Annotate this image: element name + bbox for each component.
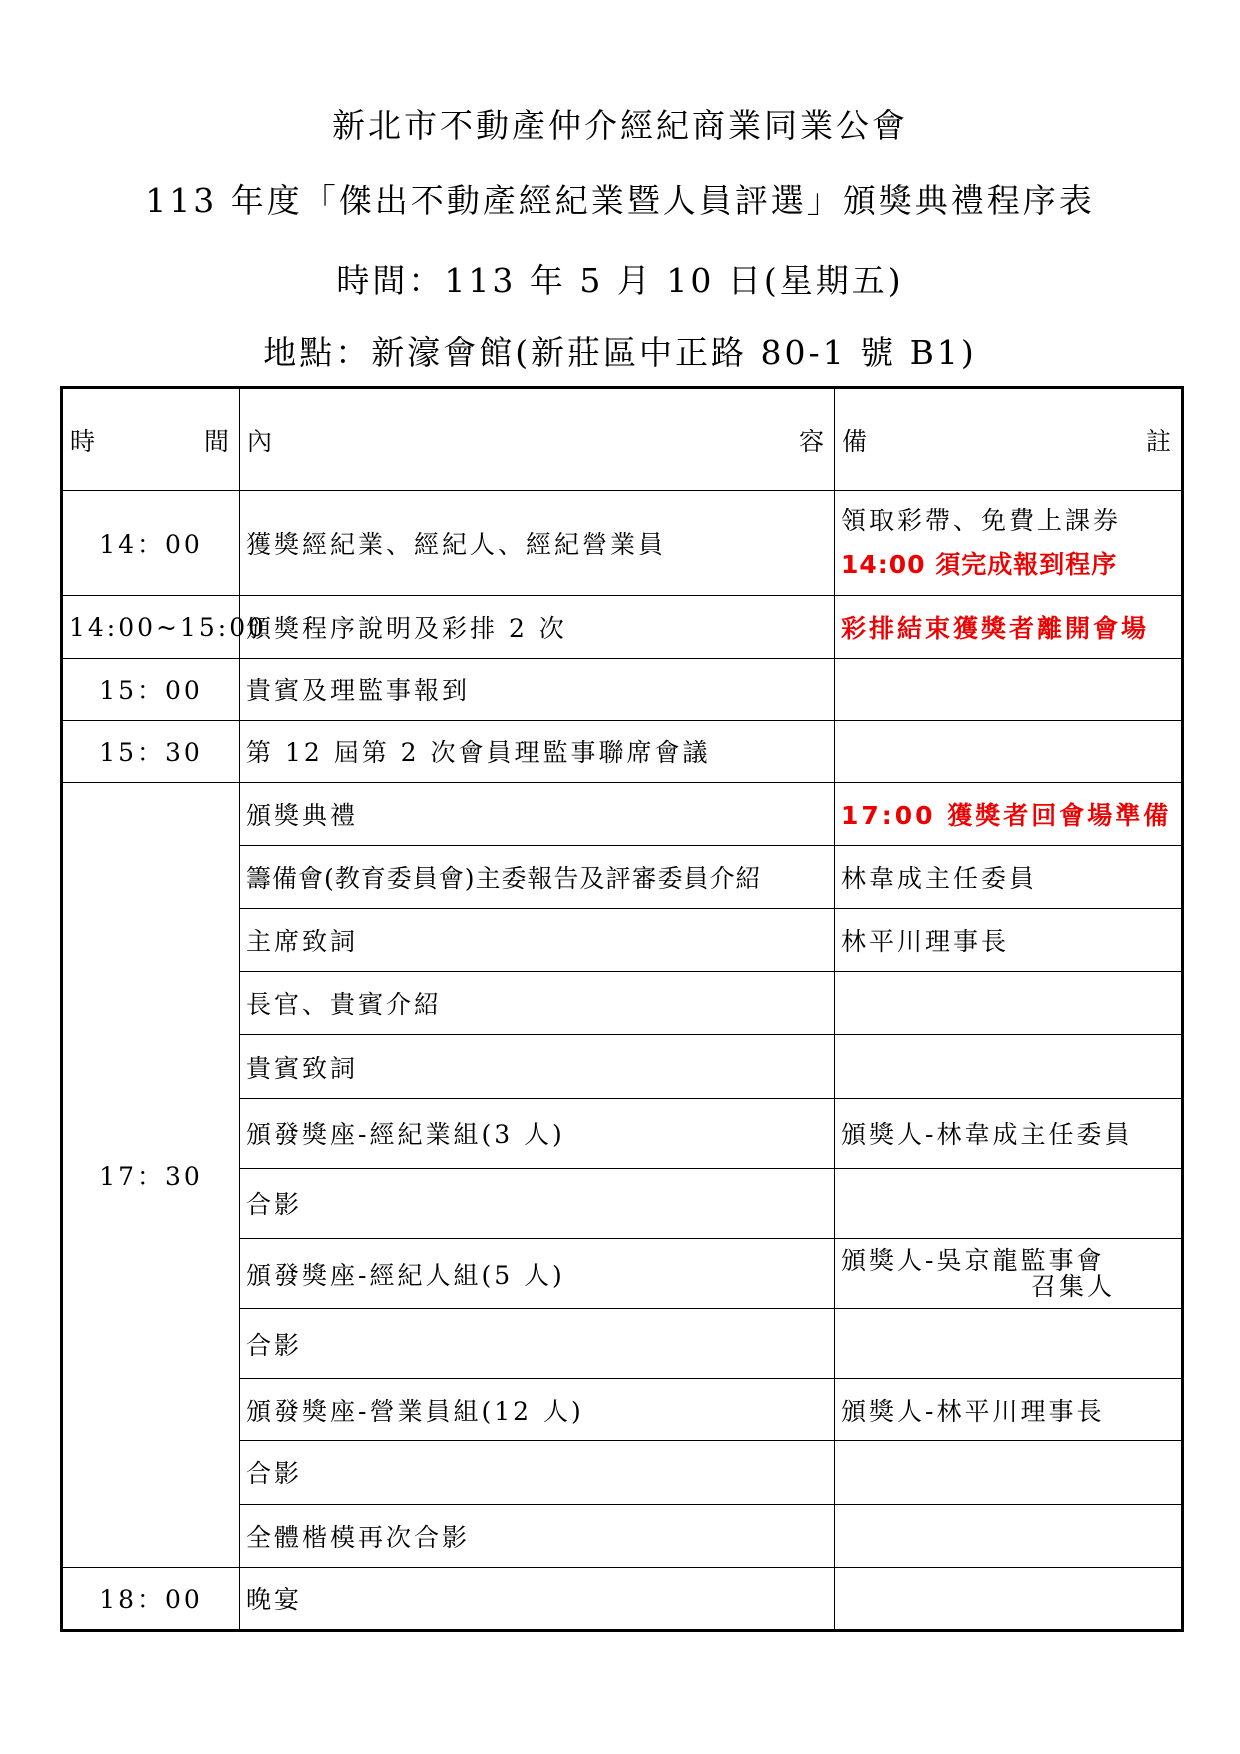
content-cell: 合影 <box>240 1168 835 1238</box>
doc-subtitle: 113 年度「傑出不動產經紀業暨人員評選」頒獎典禮程序表 <box>145 181 1095 220</box>
time-cell: 18：00 <box>62 1567 240 1630</box>
content-cell: 晚宴 <box>240 1567 835 1630</box>
note-text: 頒獎人-吳京龍監事會 <box>841 1245 1105 1275</box>
time-cell: 17：30 <box>62 782 240 1567</box>
note-cell <box>835 1238 1183 1308</box>
content-cell: 頒獎典禮 <box>240 782 835 845</box>
note-highlight: 17:00 獲獎者回會場準備 <box>835 782 1183 845</box>
note-cell <box>835 1309 1183 1379</box>
note-cell <box>835 1441 1183 1504</box>
content-cell: 頒發獎座-營業員組(12 人) <box>240 1379 835 1441</box>
note-cell <box>835 720 1183 782</box>
table-row <box>62 782 1183 845</box>
table-row <box>62 1567 1183 1630</box>
note-cell <box>835 1168 1183 1238</box>
note-cell <box>835 1567 1183 1630</box>
program-table <box>60 386 1184 1632</box>
table-row <box>62 658 1183 720</box>
content-cell: 貴賓及理監事報到 <box>240 658 835 720</box>
note-cell <box>835 491 1183 596</box>
content-cell: 獲獎經紀業、經紀人、經紀營業員 <box>240 491 835 596</box>
note-cell <box>835 658 1183 720</box>
content-cell: 第 12 屆第 2 次會員理監事聯席會議 <box>240 720 835 782</box>
content-cell: 頒獎程序說明及彩排 2 次 <box>240 596 835 658</box>
note-cell <box>835 1504 1183 1567</box>
note-cell: 頒獎人-林韋成主任委員 <box>835 1098 1183 1168</box>
header-time: 時 間 <box>62 388 240 491</box>
content-cell: 合影 <box>240 1309 835 1379</box>
content-cell: 貴賓致詞 <box>240 1035 835 1098</box>
note-text: 領取彩帶、免費上課券 <box>841 506 1122 536</box>
table-row <box>62 491 1183 596</box>
note-cell: 頒獎人-林平川理事長 <box>835 1379 1183 1441</box>
time-cell: 14：00 <box>62 491 240 596</box>
time-cell: 15：00 <box>62 658 240 720</box>
table-row <box>62 720 1183 782</box>
content-cell: 主席致詞 <box>240 909 835 972</box>
note-highlight: 14:00 須完成報到程序 <box>841 550 1118 580</box>
table-header-row <box>62 388 1183 491</box>
doc-title: 新北市不動產仲介經紀商業同業公會 <box>332 106 908 145</box>
content-cell: 籌備會(教育委員會)主委報告及評審委員介紹 <box>240 846 835 909</box>
time-cell: 14:00~15:00 <box>62 596 240 658</box>
table-row <box>62 596 1183 658</box>
content-cell: 頒發獎座-經紀人組(5 人) <box>240 1238 835 1308</box>
note-cell <box>835 972 1183 1035</box>
content-cell: 頒發獎座-經紀業組(3 人) <box>240 1098 835 1168</box>
note-cell: 林平川理事長 <box>835 909 1183 972</box>
content-cell: 合影 <box>240 1441 835 1504</box>
time-cell: 15：30 <box>62 720 240 782</box>
header-note: 備 註 <box>835 388 1183 491</box>
content-cell: 長官、貴賓介紹 <box>240 972 835 1035</box>
note-cell: 林韋成主任委員 <box>835 846 1183 909</box>
header-content: 內 容 <box>240 388 835 491</box>
note-cell <box>835 1035 1183 1098</box>
event-time: 時間：113 年 5 月 10 日(星期五) <box>336 261 904 300</box>
event-location: 地點：新濠會館(新莊區中正路 80-1 號 B1) <box>263 333 977 372</box>
note-text-line2: 召集人 <box>1030 1271 1115 1301</box>
content-cell: 全體楷模再次合影 <box>240 1504 835 1567</box>
note-highlight: 彩排結束獲獎者離開會場 <box>835 596 1183 658</box>
